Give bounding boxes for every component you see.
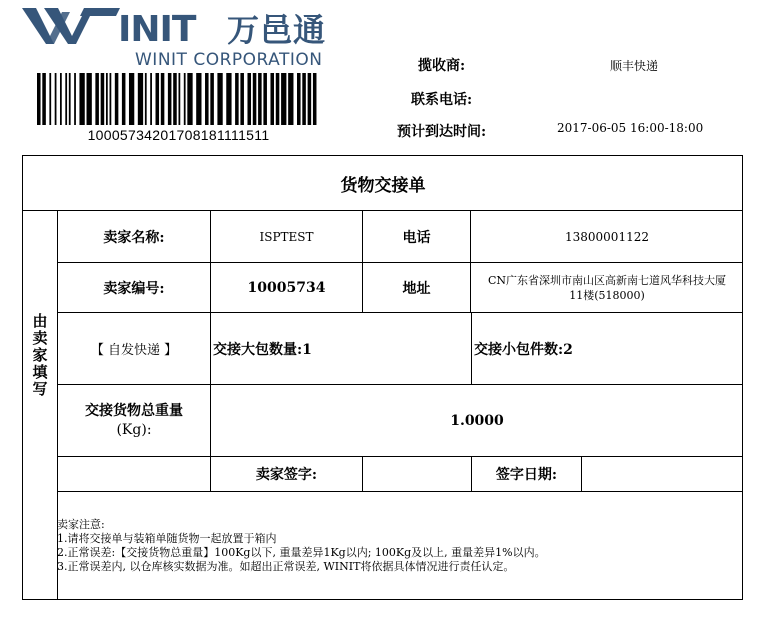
barcode-bar <box>258 73 262 125</box>
barcode-bar <box>129 73 134 125</box>
barcode-bar <box>168 73 172 125</box>
barcode-bar <box>196 73 201 125</box>
barcode-bar <box>217 73 222 125</box>
barcode-bar <box>37 73 41 125</box>
handover-form <box>22 155 743 600</box>
seller-name-label: 卖家名称: <box>103 229 165 246</box>
barcode-bar <box>173 73 177 125</box>
barcode-bar <box>156 73 160 125</box>
arrival-time-label: 预计到达时间: <box>397 124 487 140</box>
winit-w-logo-icon <box>22 6 122 46</box>
barcode-bar <box>49 73 51 125</box>
barcode-bar <box>150 73 152 125</box>
barcode-bar <box>138 73 143 125</box>
brand-name-en: INIT <box>118 9 196 50</box>
barcode-bar <box>297 73 301 125</box>
shipping-method: 【 自发快递 】 <box>90 343 178 358</box>
barcode-bar <box>281 73 286 125</box>
barcode-bar <box>302 73 306 125</box>
barcode-bar <box>79 73 84 125</box>
barcode-bar <box>240 73 244 125</box>
address-line-2: 11楼(518000) <box>569 288 645 302</box>
barcode-bar <box>184 73 186 125</box>
barcode-bar <box>115 73 119 125</box>
total-weight-label-line-2: (Kg): <box>116 421 152 438</box>
barcode-bar <box>226 73 231 125</box>
barcode-bar <box>161 73 165 125</box>
phone-value: 13800001122 <box>565 229 649 244</box>
barcode-bar <box>253 73 257 125</box>
barcode-bar <box>122 73 126 125</box>
barcode-bar <box>313 73 317 125</box>
barcode-bar <box>60 73 62 125</box>
barcode-bar <box>270 73 274 125</box>
carrier-value: 顺丰快递 <box>610 59 659 73</box>
total-weight-value: 1.0000 <box>450 412 504 429</box>
sign-date-label: 签字日期: <box>495 467 558 483</box>
notes-item-3: 3.正常误差内, 以仓库核实数据为准。如超出正常误差, WINIT将依据具体情况进行责任认定。 <box>57 560 515 573</box>
barcode-bar <box>205 73 209 125</box>
total-weight-label-line-1: 交接货物总重量 <box>85 402 183 419</box>
barcode-bar <box>288 73 293 125</box>
barcode-bar <box>187 73 192 125</box>
barcode-bar <box>247 73 251 125</box>
barcode-bar <box>101 73 105 125</box>
side-label: 由卖家填写 <box>30 312 49 398</box>
barcode-bar <box>263 73 267 125</box>
barcode-bar <box>55 73 57 125</box>
barcode-bar <box>210 73 214 125</box>
barcode-bar <box>179 73 181 125</box>
notes-title: 卖家注意: <box>57 518 105 531</box>
small-package-count: 交接小包件数:2 <box>474 341 573 358</box>
barcode-bar <box>65 73 67 125</box>
phone-label: 电话 <box>402 229 431 246</box>
form-title: 货物交接单 <box>340 175 426 196</box>
barcode-bar <box>235 73 239 125</box>
barcode-bar <box>42 73 46 125</box>
brand-name-cn: 万邑通 <box>227 11 327 49</box>
big-package-count: 交接大包数量:1 <box>213 341 312 358</box>
seller-code-value: 10005734 <box>247 279 326 296</box>
address-line-1: CN广东省深圳市南山区高新南七道风华科技大厦 <box>487 273 727 287</box>
barcode-bar <box>145 73 147 125</box>
contact-phone-label: 联系电话: <box>411 92 473 108</box>
barcode-bar <box>87 73 92 125</box>
barcode-bar <box>74 73 76 125</box>
seller-name-value: ISPTEST <box>259 229 314 244</box>
notes-item-2: 2.正常误差:【交接货物总重量】100Kg以下, 重量差异1Kg以内; 100Kg及以上, 重量差异1%以内。 <box>57 546 546 559</box>
address-value <box>471 263 743 312</box>
barcode-number: 10005734201708181111511 <box>87 127 270 143</box>
barcode-bar <box>106 73 108 125</box>
barcode-bar <box>276 73 280 125</box>
barcode-bar <box>308 73 312 125</box>
arrival-time-value: 2017-06-05 16:00-18:00 <box>557 121 704 135</box>
address-label: 地址 <box>402 280 431 297</box>
barcode-bar <box>110 73 112 125</box>
carrier-label: 揽收商: <box>418 58 466 74</box>
notes-item-1: 1.请将交接单与装箱单随货物一起放置于箱内 <box>57 532 277 545</box>
barcode-bar <box>95 73 99 125</box>
brand-corporation: WINIT CORPORATION <box>135 50 323 70</box>
seller-code-label: 卖家编号: <box>103 280 165 297</box>
seller-signature-field[interactable] <box>363 457 471 491</box>
barcode <box>35 73 322 125</box>
sign-date-field[interactable] <box>582 457 743 491</box>
seller-notes <box>57 518 743 574</box>
winit-logo <box>22 6 352 70</box>
total-weight-label <box>58 385 210 456</box>
seller-signature-label: 卖家签字: <box>255 467 318 483</box>
barcode-bar <box>69 73 71 125</box>
